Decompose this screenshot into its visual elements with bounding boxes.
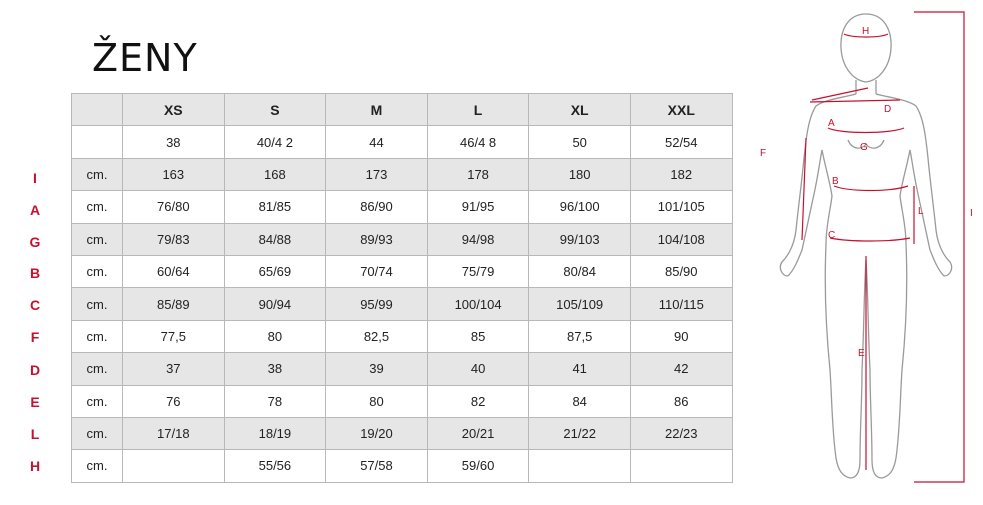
table-cell: 75/79 — [427, 255, 529, 287]
label-f: F — [760, 148, 767, 159]
header-corner — [72, 94, 123, 126]
table-cell: 180 — [529, 158, 631, 190]
row-letter: A — [29, 202, 41, 218]
label-b: B — [832, 176, 839, 187]
table-row — [72, 450, 733, 482]
table-cell: 91/95 — [427, 191, 529, 223]
table-cell: 99/103 — [529, 223, 631, 255]
body-measurement-figure — [740, 0, 983, 500]
header-cell: XS — [123, 94, 225, 126]
table-cell: 60/64 — [123, 255, 225, 287]
row-letter: B — [29, 265, 41, 281]
table-cell: 18/19 — [224, 417, 326, 449]
size-table — [71, 93, 733, 483]
unit-cell: cm. — [72, 223, 123, 255]
table-cell: 90/94 — [224, 288, 326, 320]
unit-cell: cm. — [72, 450, 123, 482]
table-row — [72, 223, 733, 255]
table-cell: 50 — [529, 126, 631, 158]
table-cell: 38 — [123, 126, 225, 158]
unit-cell: cm. — [72, 320, 123, 352]
row-letter: C — [29, 297, 41, 313]
row-letter: E — [30, 394, 40, 410]
table-cell: 76 — [123, 385, 225, 417]
table-cell: 82,5 — [326, 320, 428, 352]
table-row — [72, 385, 733, 417]
table-row — [72, 191, 733, 223]
unit-cell: cm. — [72, 191, 123, 223]
label-a: A — [828, 118, 835, 129]
header-cell: L — [427, 94, 529, 126]
table-cell: 40/4 2 — [224, 126, 326, 158]
table-cell: 104/108 — [630, 223, 732, 255]
unit-cell: cm. — [72, 385, 123, 417]
unit-cell: cm. — [72, 417, 123, 449]
table-cell: 77,5 — [123, 320, 225, 352]
table-cell: 163 — [123, 158, 225, 190]
table-cell: 182 — [630, 158, 732, 190]
table-cell: 86 — [630, 385, 732, 417]
table-cell: 40 — [427, 353, 529, 385]
table-cell — [529, 450, 631, 482]
table-cell: 80 — [326, 385, 428, 417]
table-cell: 46/4 8 — [427, 126, 529, 158]
unit-cell: cm. — [72, 255, 123, 287]
label-e: E — [858, 348, 865, 359]
table-cell: 80/84 — [529, 255, 631, 287]
table-cell: 55/56 — [224, 450, 326, 482]
table-cell: 89/93 — [326, 223, 428, 255]
table-cell: 173 — [326, 158, 428, 190]
table-cell: 101/105 — [630, 191, 732, 223]
table-cell: 42 — [630, 353, 732, 385]
table-cell: 178 — [427, 158, 529, 190]
table-cell: 105/109 — [529, 288, 631, 320]
table-cell: 70/74 — [326, 255, 428, 287]
table-cell: 41 — [529, 353, 631, 385]
row-letter: D — [29, 362, 41, 378]
table-row — [72, 255, 733, 287]
table-cell: 52/54 — [630, 126, 732, 158]
table-cell: 95/99 — [326, 288, 428, 320]
row-letter: H — [29, 458, 41, 474]
table-cell: 65/69 — [224, 255, 326, 287]
table-cell: 76/80 — [123, 191, 225, 223]
table-row — [72, 288, 733, 320]
label-c: C — [828, 230, 836, 241]
table-cell: 94/98 — [427, 223, 529, 255]
unit-cell: cm. — [72, 288, 123, 320]
table-cell: 39 — [326, 353, 428, 385]
table-cell: 84 — [529, 385, 631, 417]
label-h: H — [862, 26, 870, 37]
label-l: L — [918, 206, 924, 217]
table-cell: 59/60 — [427, 450, 529, 482]
table-cell: 19/20 — [326, 417, 428, 449]
table-cell: 79/83 — [123, 223, 225, 255]
header-cell: XXL — [630, 94, 732, 126]
table-cell: 20/21 — [427, 417, 529, 449]
table-cell: 78 — [224, 385, 326, 417]
table-cell: 82 — [427, 385, 529, 417]
header-cell: S — [224, 94, 326, 126]
table-row — [72, 126, 733, 158]
table-header-row — [72, 94, 733, 126]
row-letter: G — [29, 234, 41, 250]
table-cell — [630, 450, 732, 482]
table-cell: 81/85 — [224, 191, 326, 223]
table-cell: 37 — [123, 353, 225, 385]
table-cell: 100/104 — [427, 288, 529, 320]
label-g: G — [860, 142, 868, 153]
table-cell: 38 — [224, 353, 326, 385]
header-cell: XL — [529, 94, 631, 126]
table-row — [72, 353, 733, 385]
table-cell: 86/90 — [326, 191, 428, 223]
table-cell: 85/90 — [630, 255, 732, 287]
table-cell: 22/23 — [630, 417, 732, 449]
row-letter: I — [33, 170, 37, 186]
header-cell: M — [326, 94, 428, 126]
label-d: D — [884, 104, 892, 115]
table-cell: 44 — [326, 126, 428, 158]
row-letter: L — [30, 426, 40, 442]
row-letter: F — [30, 329, 40, 345]
table-row — [72, 320, 733, 352]
unit-cell — [72, 126, 123, 158]
table-cell: 85 — [427, 320, 529, 352]
table-cell — [123, 450, 225, 482]
page-title: ŽENY — [92, 36, 198, 80]
table-cell: 80 — [224, 320, 326, 352]
table-cell: 57/58 — [326, 450, 428, 482]
unit-cell: cm. — [72, 158, 123, 190]
body-silhouette-icon — [740, 0, 983, 500]
table-cell: 87,5 — [529, 320, 631, 352]
table-cell: 85/89 — [123, 288, 225, 320]
table-cell: 17/18 — [123, 417, 225, 449]
table-cell: 21/22 — [529, 417, 631, 449]
label-i: I — [970, 208, 973, 219]
table-cell: 168 — [224, 158, 326, 190]
table-cell: 110/115 — [630, 288, 732, 320]
table-cell: 90 — [630, 320, 732, 352]
table-cell: 96/100 — [529, 191, 631, 223]
unit-cell: cm. — [72, 353, 123, 385]
table-row — [72, 158, 733, 190]
table-cell: 84/88 — [224, 223, 326, 255]
table-row — [72, 417, 733, 449]
